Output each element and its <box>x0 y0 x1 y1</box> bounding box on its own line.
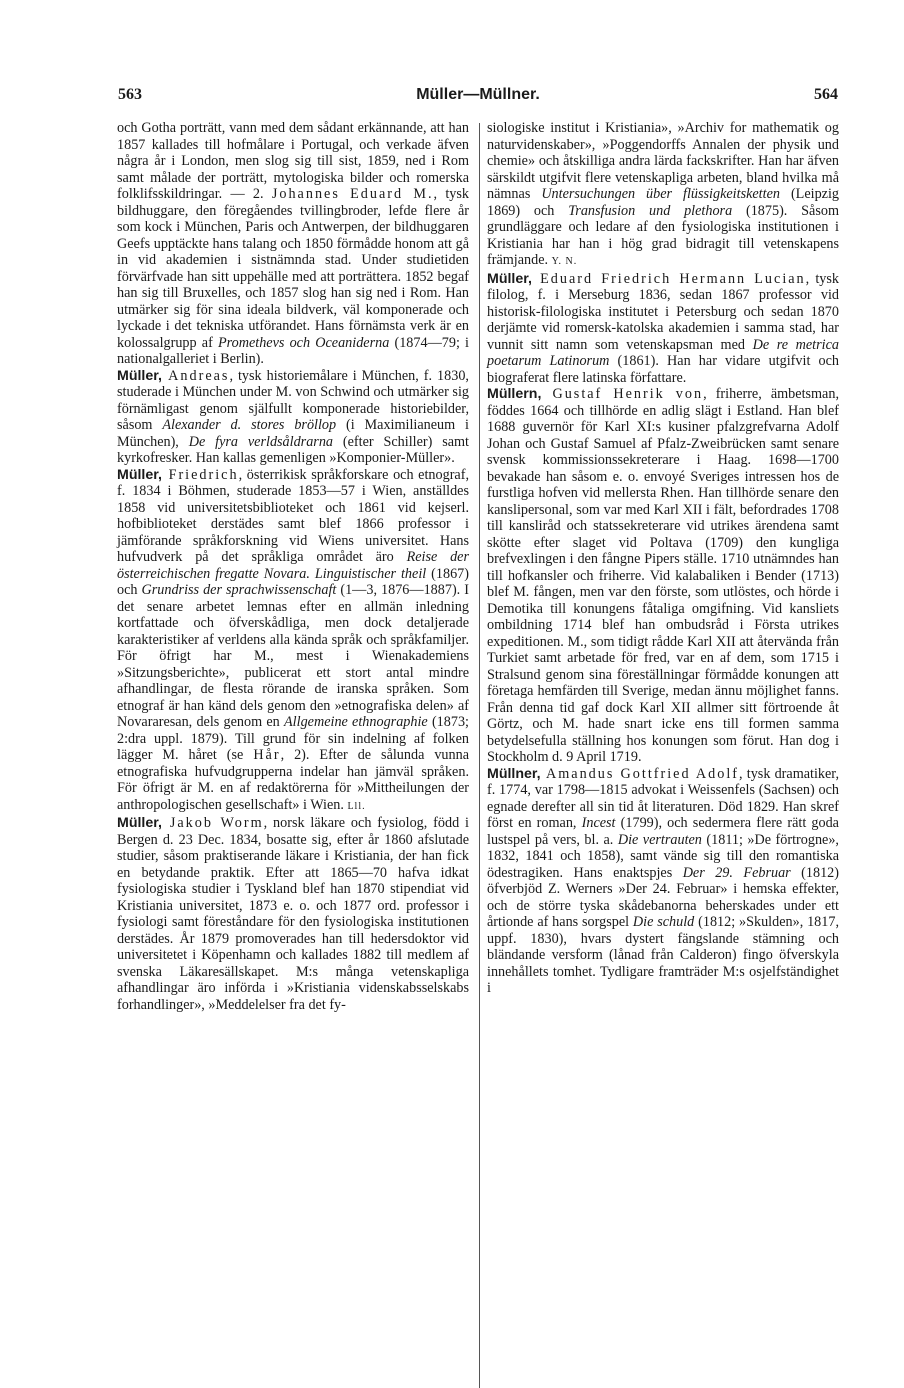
work-title: Untersuchungen über flüssigkeitsketten <box>541 186 780 202</box>
running-title: Müller—Müllner. <box>416 86 540 103</box>
work-title: Die schuld <box>632 914 695 930</box>
entry-mullner-amandus: Müllner, Amandus Gottfried Adolf, tysk dramatiker, f. 1774, var 1798—1815 advokat i Weissenfels (Sachsen) och egnade derefter all sin tid åt literaturen. Död 1829. Han skref först en roman, Incest (1799), och sedermera flere rätt goda lustspel på vers, bl. a. Die vertrauten (1811; »De förtrogne», 1832, 1841 och 1858), samt vände sig till den romantiska ödestragiken. Hans enaktspjes Der 29. Februar (1812) öfverbjöd Z. Werners »Der 24. Februar» i hemska effekter, och de större tyska skådebanorna beherskades under ett årtionde af hans sorgspel Die schuld (1812; »Skulden», 1817, uppf. 1830), hvars dystert fängslande stämning och bländande versform (lånad från Calderon) fingo öfverskyla innehållets tomhet. Tydligare framträder M:s osjelfständighet i <box>487 765 840 996</box>
entry-name: Jakob Worm <box>161 815 264 831</box>
entry-continuation-gotha: och Gotha porträtt, vann med dem sådant erkännande, att han 1857 kallades till hofmålare i Portugal, och verkade äfven några år i London, men slog sig till sist, 1859, ned i Rom samt målade der porträtt, mytologiska bilder och romerska folklifsskildringar. — 2. Johannes Eduard M., tysk bildhuggare, den föregåendes tvillingbroder, lefde flere år som kock i München, Paris och Antwerpen, der bildhuggaren Geefs upptäckte hans talang och 1850 förmådde honom att gå in vid akademien i sistnämnda stad. Under studietiden förvärfvade han sitt uppehälle med att porträttera. 1852 begaf han sig till Bruxelles, och 1857 slog han sig ned i Rom. Han utmärker sig för sina ideala bildverk, väl komponerade och lyckade i det tekniska utförandet. Hans förnämsta verk är en kolossalgrupp af Promethevs och Oceaniderna (1874—79; i nationalgalleriet i Berlin). <box>117 120 469 367</box>
work-title: De fyra verldsåldrarna <box>188 433 334 450</box>
entry-continuation-fysiologiske: siologiske institut i Kristiania», »Archiv for mathematik og naturvidenskaber», »Poggendorffs Annalen der physik und chemie» och åtskilliga andra lärda fackskrifter. Han har äfven särskildt utgifvit flere vetenskapliga arbeten, bland hvilka må nämnas Untersuchungen über flüssigkeitsketten (Leipzig 1869) och Transfusion und plethora (1875). Såsom grundläggare och ledare af den fysiologiska institutionen i Kristiania har han i hög grad bidragit till vetenskapens främjande. Y. N. <box>487 120 839 268</box>
entry-muller-andreas: Müller, Andreas, tysk historiemålare i München, f. 1830, studerade i München under M. von Schwind och utmärker sig förnämligast genom själfullt komponerade historiebilder, såsom Alexander d. stores bröllop (i Maximilianeum i München), De fyra verldsåldrarna (efter Schiller) samt kyrkofresker. Han kallas gemenligen »Komponier-Müller». <box>117 367 470 466</box>
column-divider <box>479 123 480 1388</box>
entry-name: Gustaf Henrik von <box>541 386 704 402</box>
work-title: De re metrica poetarum Latinorum <box>487 336 839 369</box>
page-number-left: 563 <box>118 86 142 103</box>
headword: Müller, <box>117 367 162 384</box>
entry-name: Friedrich <box>161 466 239 483</box>
work-title: Allgemeine ethnographie <box>284 714 428 730</box>
headword: Müllner, <box>487 765 541 782</box>
headword: Müller, <box>487 270 532 287</box>
headword: Müllern, <box>487 386 542 402</box>
cross-reference: Hår <box>253 747 281 763</box>
entry-name: Johannes Eduard M. <box>271 186 434 202</box>
author-signature: Lll. <box>347 800 366 812</box>
entry-name: Andreas <box>161 367 230 384</box>
work-title: Incest <box>581 815 616 831</box>
author-signature: Y. N. <box>551 256 578 267</box>
entry-name: Amandus Gottfried Adolf <box>540 765 740 782</box>
entry-muller-jakob: Müller, Jakob Worm, norsk läkare och fysiolog, född i Bergen d. 23 Dec. 1834, bosatte sig, efter år 1860 afslutade studier, såsom praktiserande läkare i Kristiania, der han fick en betydande praktik. Efter att 1865—70 hafva idkat fysiologiska studier i Tyskland blef han 1870 stipendiat vid Kristiania universitet, 1873 e. o. och 1877 ord. professor i fysiologi samt föreståndare för den fysiologiska institutionen derstädes. År 1879 promoverades han till hedersdoktor vid universitetet i Köpenhamn och kallades 1882 till medlem af svenska Läkaresällskapet. M:s många vetenskapliga afhandlingar äro införda i »Kristiania videnskabsselskabs forhandlinger», »Meddelelser fra det fy- <box>117 815 469 1013</box>
page-number-right: 564 <box>814 86 838 103</box>
page-header <box>118 86 838 110</box>
work-title: Reise der österreichischen fregatte Novara. Linguistischer theil <box>117 549 470 582</box>
entry-mullern-gustaf: Müllern, Gustaf Henrik von, friherre, ämbetsman, föddes 1664 och tillhörde en adlig slägt i Estland. Han blef 1688 guvernör för Karl XI:s kusiner pfalzgrefvarna Adolf Johan och Gustaf Samuel af Pfalz-Zweibrücken samt senare svensk kommissionssekreterare i Haag. 1698—1700 bevakade han såsom e. o. envoyé Sveriges intressen hos de furstliga hofven vid mellersta Rhen. Han tillhörde senare den kanslipersonal, som var med Karl XII i fält, befordrades 1708 till kanslіråd och statssekreterare vid utrikes ärendena samt skötte efter slaget vid Poltava (1709) den kungliga brefvexlingen i den fångne Pipers ställe. 1710 utnämndes han till hofkansler och friherre. Vid kalabaliken i Bender (1713) blef M. fången, men var den förste, som utlöstes, och hörde i Demotika till konungens fåtaliga omgifning. Vid kansliets ombildning 1714 blef han ombudsråd i Första utrikes expeditionen. M., som tidigt rådde Karl XII att återvända från Turkiet samt arbetade för fred, var en af dem, som 1715 i Stralsund genom sina föreställningar förmådde konungen att företaga hemfärden till Sverige, medan ännu möjlighet fanns. Från denna tid gaf dock Karl XII allmer sitt förtroende åt Görtz, och M. hade snart icke ens till formen samma betydelsefulla ställning hos konungen som förut. Han dog i Stockholm d. 9 April 1719. <box>487 386 839 765</box>
work-title: Der 29. Februar <box>682 864 791 881</box>
work-title: Die vertrauten <box>617 831 702 848</box>
left-column <box>117 120 469 1013</box>
right-column <box>487 120 839 997</box>
entry-name: Eduard Friedrich Hermann Lucian <box>531 270 806 287</box>
work-title: Alexander d. stores bröllop <box>162 417 337 433</box>
headword: Müller, <box>117 815 162 831</box>
entry-muller-eduard: Müller, Eduard Friedrich Hermann Lucian, tysk filolog, f. i Merseburg 1836, sedan 1867 professor vid historisk-filologiska institutet i Petersburg och sedan 1870 derjämte vid romersk-katolska akademien i samma stad, har vunnit sitt namn som vetenskapsman med De re metrica poetarum Latinorum (1861). Han har vidare utgifvit och biograferat flere latinska författare. <box>487 270 839 386</box>
work-title: Grundriss der sprachwissenschaft <box>141 582 337 598</box>
headword: Müller, <box>117 466 162 483</box>
work-title: Promethevs och Oceaniderna <box>217 334 390 351</box>
entry-muller-friedrich: Müller, Friedrich, österrikisk språkforskare och etnograf, f. 1834 i Böhmen, studerade 1853—57 i Wien, anställdes 1858 vid universitetsbiblioteket och 1861 vid kejserl. hofbiblioteket derstädes samt blef 1866 professor i jämförande språkforskning vid Wiens universitet. Hans hufvudverk på det språkliga området äro Reise der österreichischen fregatte Novara. Linguistischer theil (1867) och Grundriss der sprachwissenschaft (1—3, 1876—1887). I det senare arbetet lemnas efter en allmän inledning kortfattade och öfverskådliga, men dock detaljerade karakteristiker af verldens alla kända språk och språkfamiljer. För öfrigt har M., mest i Wienakademiens »Sitzungsberichte», publicerat ett stort antal mindre afhandlingar, de flesta rörande de iranska språken. Som etnograf är han känd dels genom den »etnografiska delen» af Novararesan, dels genom en Allgemeine ethnographie (1873; 2:dra uppl. 1879). Till grund för sin indelning af folken lägger M. håret (se Hår, 2). Efter de sålunda vunna etnografiska hufvudgrupperna indelar han jämväl språken. För öfrigt är M. en af redaktörerna för »Mittheilungen der anthropologischen gesellschaft» i Wien. Lll. <box>117 466 470 813</box>
work-title: Transfusion und plethora <box>568 202 733 219</box>
